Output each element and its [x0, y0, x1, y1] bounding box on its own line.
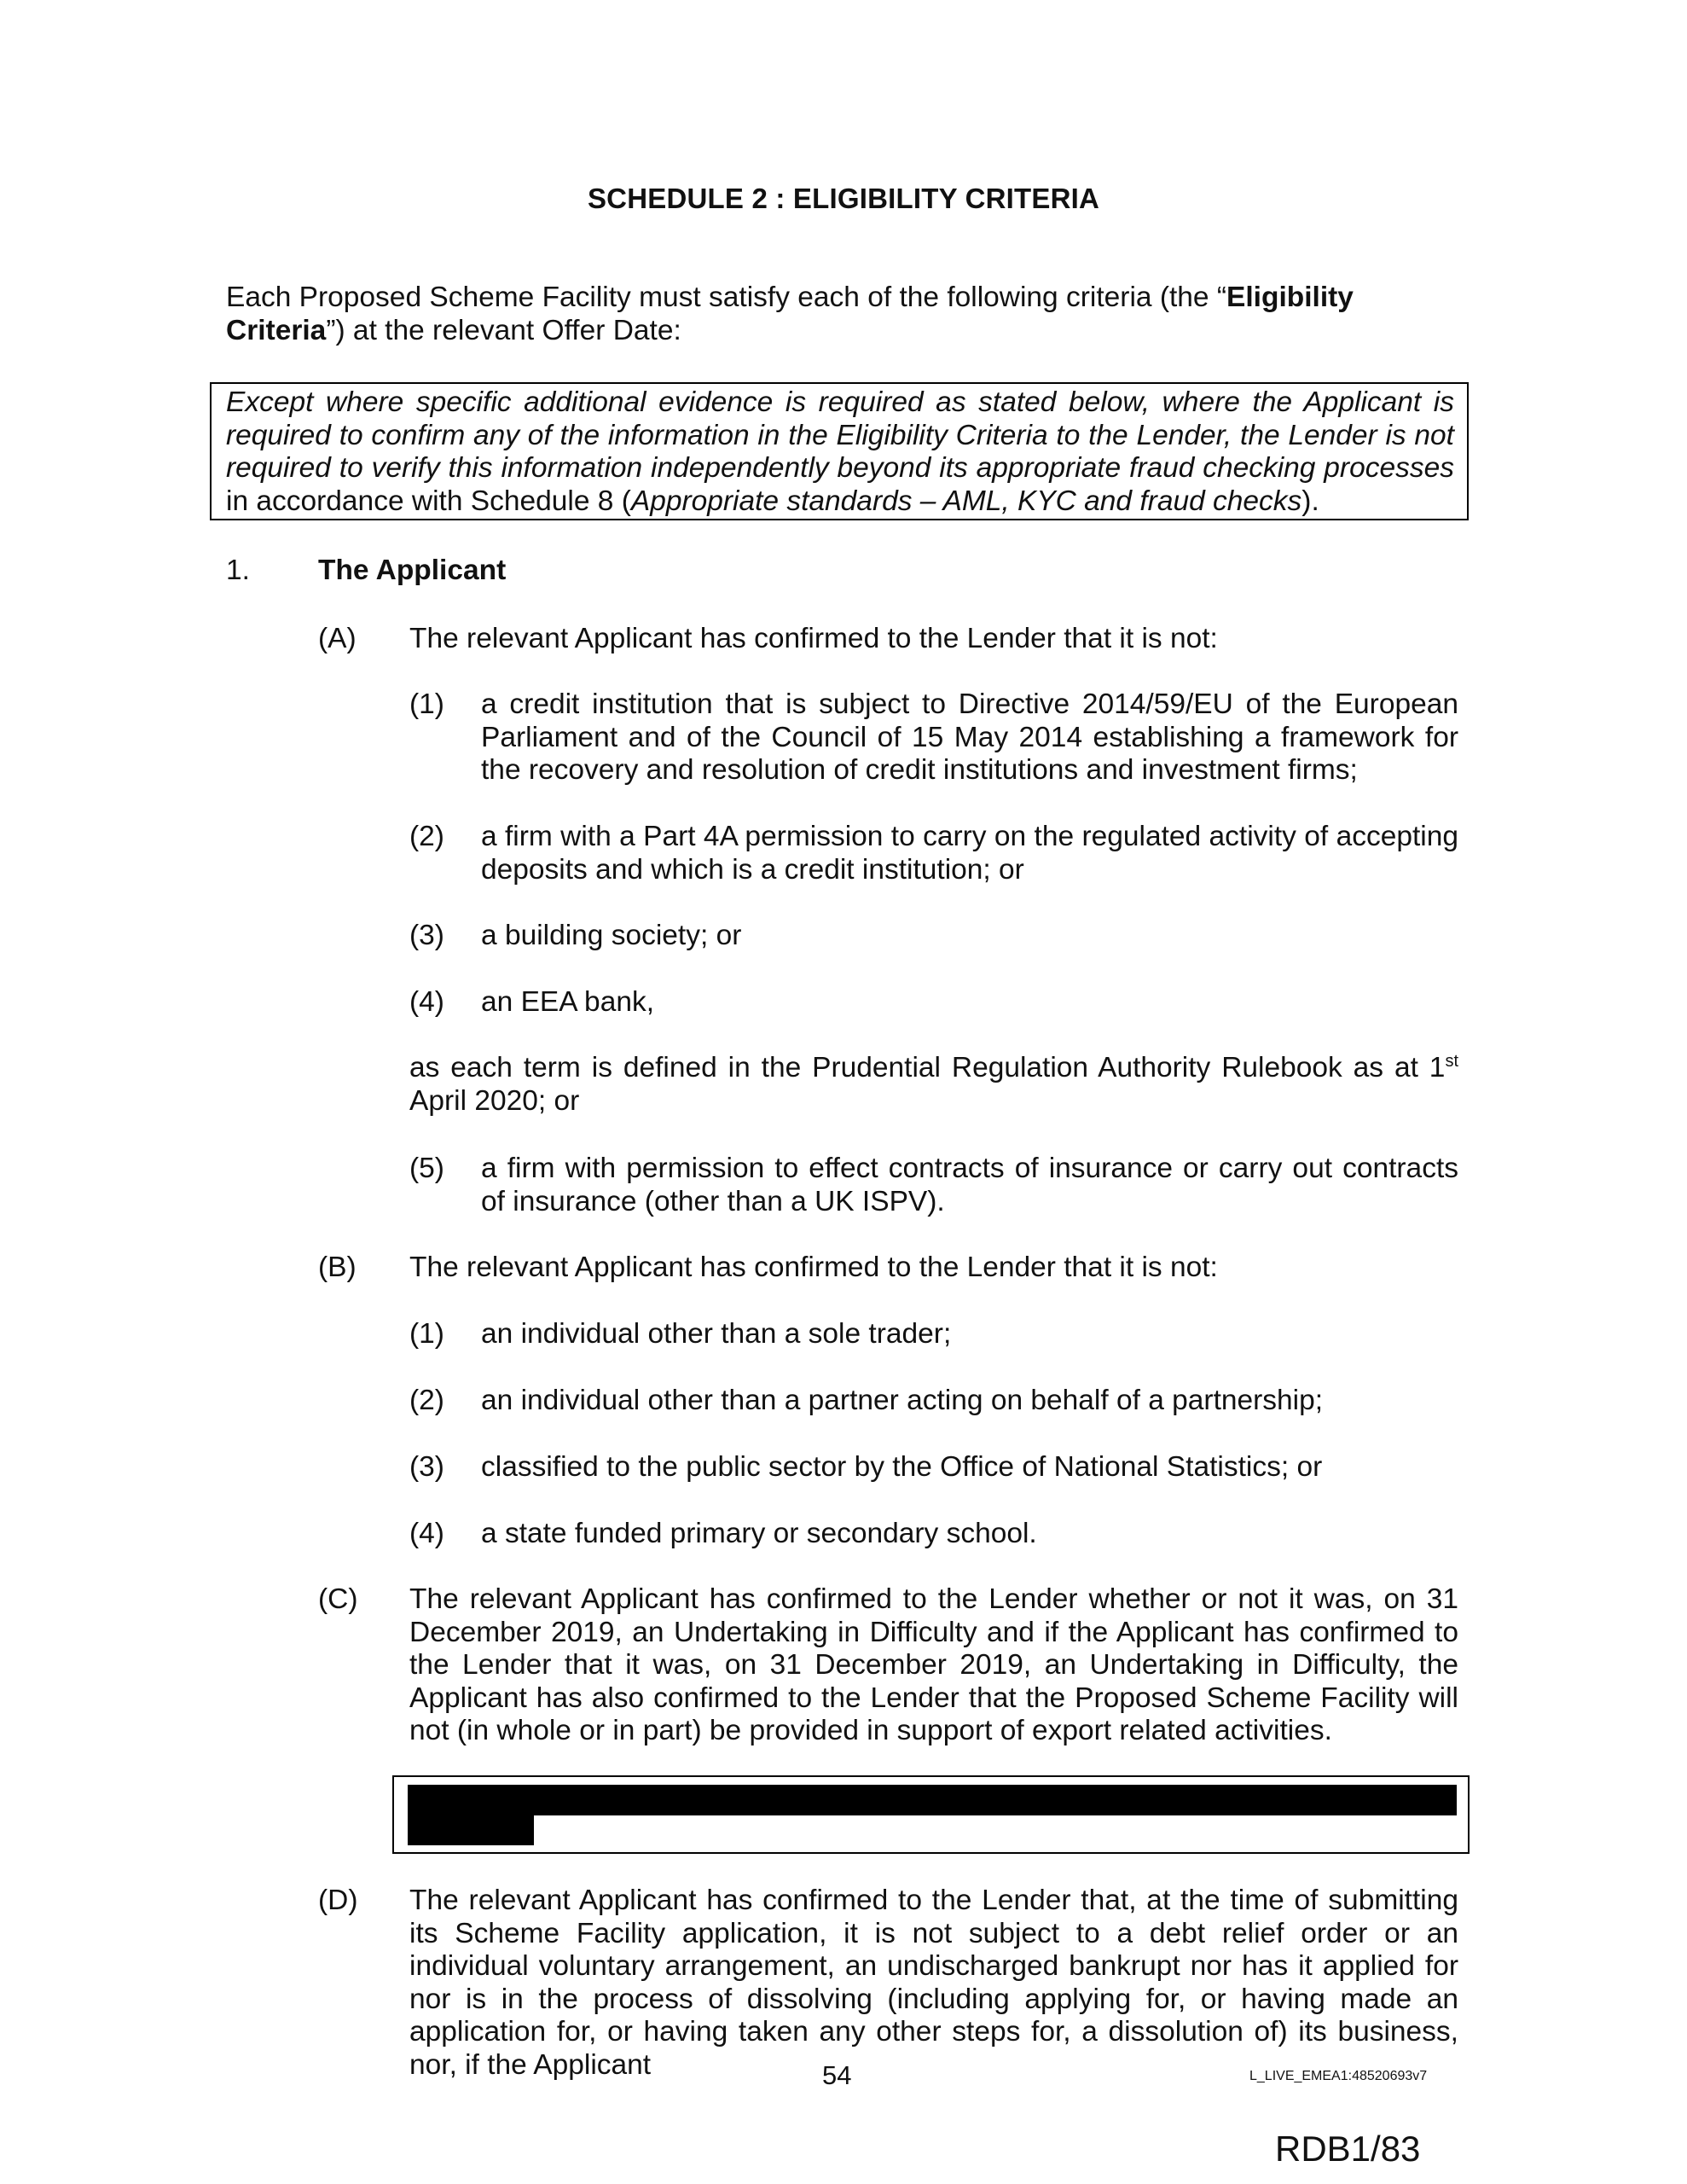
clause-a-item-2-text: a firm with a Part 4A permission to carry on the regulated activity of accepting deposits and which is a credit institution; or	[481, 821, 1458, 886]
notice-text	[226, 386, 1454, 518]
clause-a-item-2-number: (2)	[409, 821, 444, 852]
section-heading: The Applicant	[318, 555, 507, 586]
note-superscript: st	[1445, 1051, 1458, 1071]
document-reference: L_LIVE_EMEA1:48520693v7	[1249, 2069, 1428, 2083]
note-text-post: April 2020; or	[409, 1084, 580, 1117]
clause-b-label: (B)	[318, 1252, 357, 1283]
clause-a-item-3-text: a building society; or	[481, 920, 742, 951]
clause-d-label: (D)	[318, 1885, 358, 1916]
bundle-reference-stamp: RDB1/83	[1275, 2129, 1421, 2169]
page-number: 54	[822, 2060, 852, 2090]
clause-a-item-4-number: (4)	[409, 986, 444, 1018]
intro-paragraph	[226, 282, 1471, 347]
redaction-bar	[408, 1785, 1457, 1815]
clause-b-item-4-number: (4)	[409, 1518, 444, 1549]
schedule-title: SCHEDULE 2 : ELIGIBILITY CRITERIA	[587, 183, 1100, 214]
notice-mid-text: in accordance with Schedule 8 (	[226, 485, 631, 517]
clause-a-item-5-text: a firm with permission to effect contracts of insurance or carry out contracts of insurance (other than a UK ISPV).	[481, 1153, 1458, 1217]
clause-a-item-4-text: an EEA bank,	[481, 986, 655, 1018]
clause-b-item-2-text: an individual other than a partner acting on behalf of a partnership;	[481, 1385, 1324, 1416]
clause-a-label: (A)	[318, 623, 357, 654]
clause-a-item-1-text: a credit institution that is subject to Directive 2014/59/EU of the European Parliament and of the Council of 15 May 2014 establishing a framework for the recovery and resolution of credit institutions and investment firms;	[481, 688, 1458, 786]
intro-text-post: ”) at the relevant Offer Date:	[326, 314, 681, 346]
clause-a-text: The relevant Applicant has confirmed to the Lender that it is not:	[409, 623, 1218, 654]
clause-b-text: The relevant Applicant has confirmed to the Lender that it is not:	[409, 1252, 1218, 1283]
clause-b-item-2-number: (2)	[409, 1385, 444, 1416]
redaction-bar	[408, 1815, 534, 1845]
clause-a-item-1-number: (1)	[409, 688, 444, 720]
clause-c-label: (C)	[318, 1583, 358, 1615]
section-number: 1.	[226, 555, 250, 586]
clause-b-item-1-number: (1)	[409, 1318, 444, 1350]
clause-b-item-3-number: (3)	[409, 1451, 444, 1483]
clause-a-definition-note	[409, 1052, 1458, 1118]
clause-a-item-3-number: (3)	[409, 920, 444, 951]
clause-b-item-3-text: classified to the public sector by the Office of National Statistics; or	[481, 1451, 1323, 1483]
note-text-pre: as each term is defined in the Prudential Regulation Authority Rulebook as at 1	[409, 1052, 1446, 1083]
clause-b-item-4-text: a state funded primary or secondary school.	[481, 1518, 1037, 1549]
intro-defined-term: Eligibility Criteria	[226, 282, 1354, 346]
notice-italic-text: Except where specific additional evidence is required as stated below, where the Applicant is required to confirm any of the information in the Eligibility Criteria to the Lender, the Lender is not required to verify this information independently beyond its appropriate fraud checking processes	[226, 386, 1454, 484]
notice-end-text: ).	[1301, 485, 1319, 517]
clause-b-item-1-text: an individual other than a sole trader;	[481, 1318, 952, 1350]
notice-schedule-reference: Appropriate standards – AML, KYC and fraud checks	[630, 485, 1302, 517]
clause-c-text: The relevant Applicant has confirmed to the Lender whether or not it was, on 31 December 2019, an Undertaking in Difficulty and if the Applicant has confirmed to the Lender that it was, on 31 December 2019, an Undertaking in Difficulty, the Applicant has also confirmed to the Lender that the Proposed Scheme Facility will not (in whole or in part) be provided in support of export related activities.	[409, 1583, 1458, 1746]
clause-a-item-5-number: (5)	[409, 1153, 444, 1184]
clause-d-text: The relevant Applicant has confirmed to the Lender that, at the time of submitting its Scheme Facility application, it is not subject to a debt relief order or an individual voluntary arrangement, an undischarged bankrupt nor has it applied for nor is in the process of dissolving (including applying for, or having made an application for, or having taken any other steps for, a dissolution of) its business, nor, if the Applicant	[409, 1885, 1458, 2081]
intro-text-pre: Each Proposed Scheme Facility must satisfy each of the following criteria (the “	[226, 282, 1227, 313]
